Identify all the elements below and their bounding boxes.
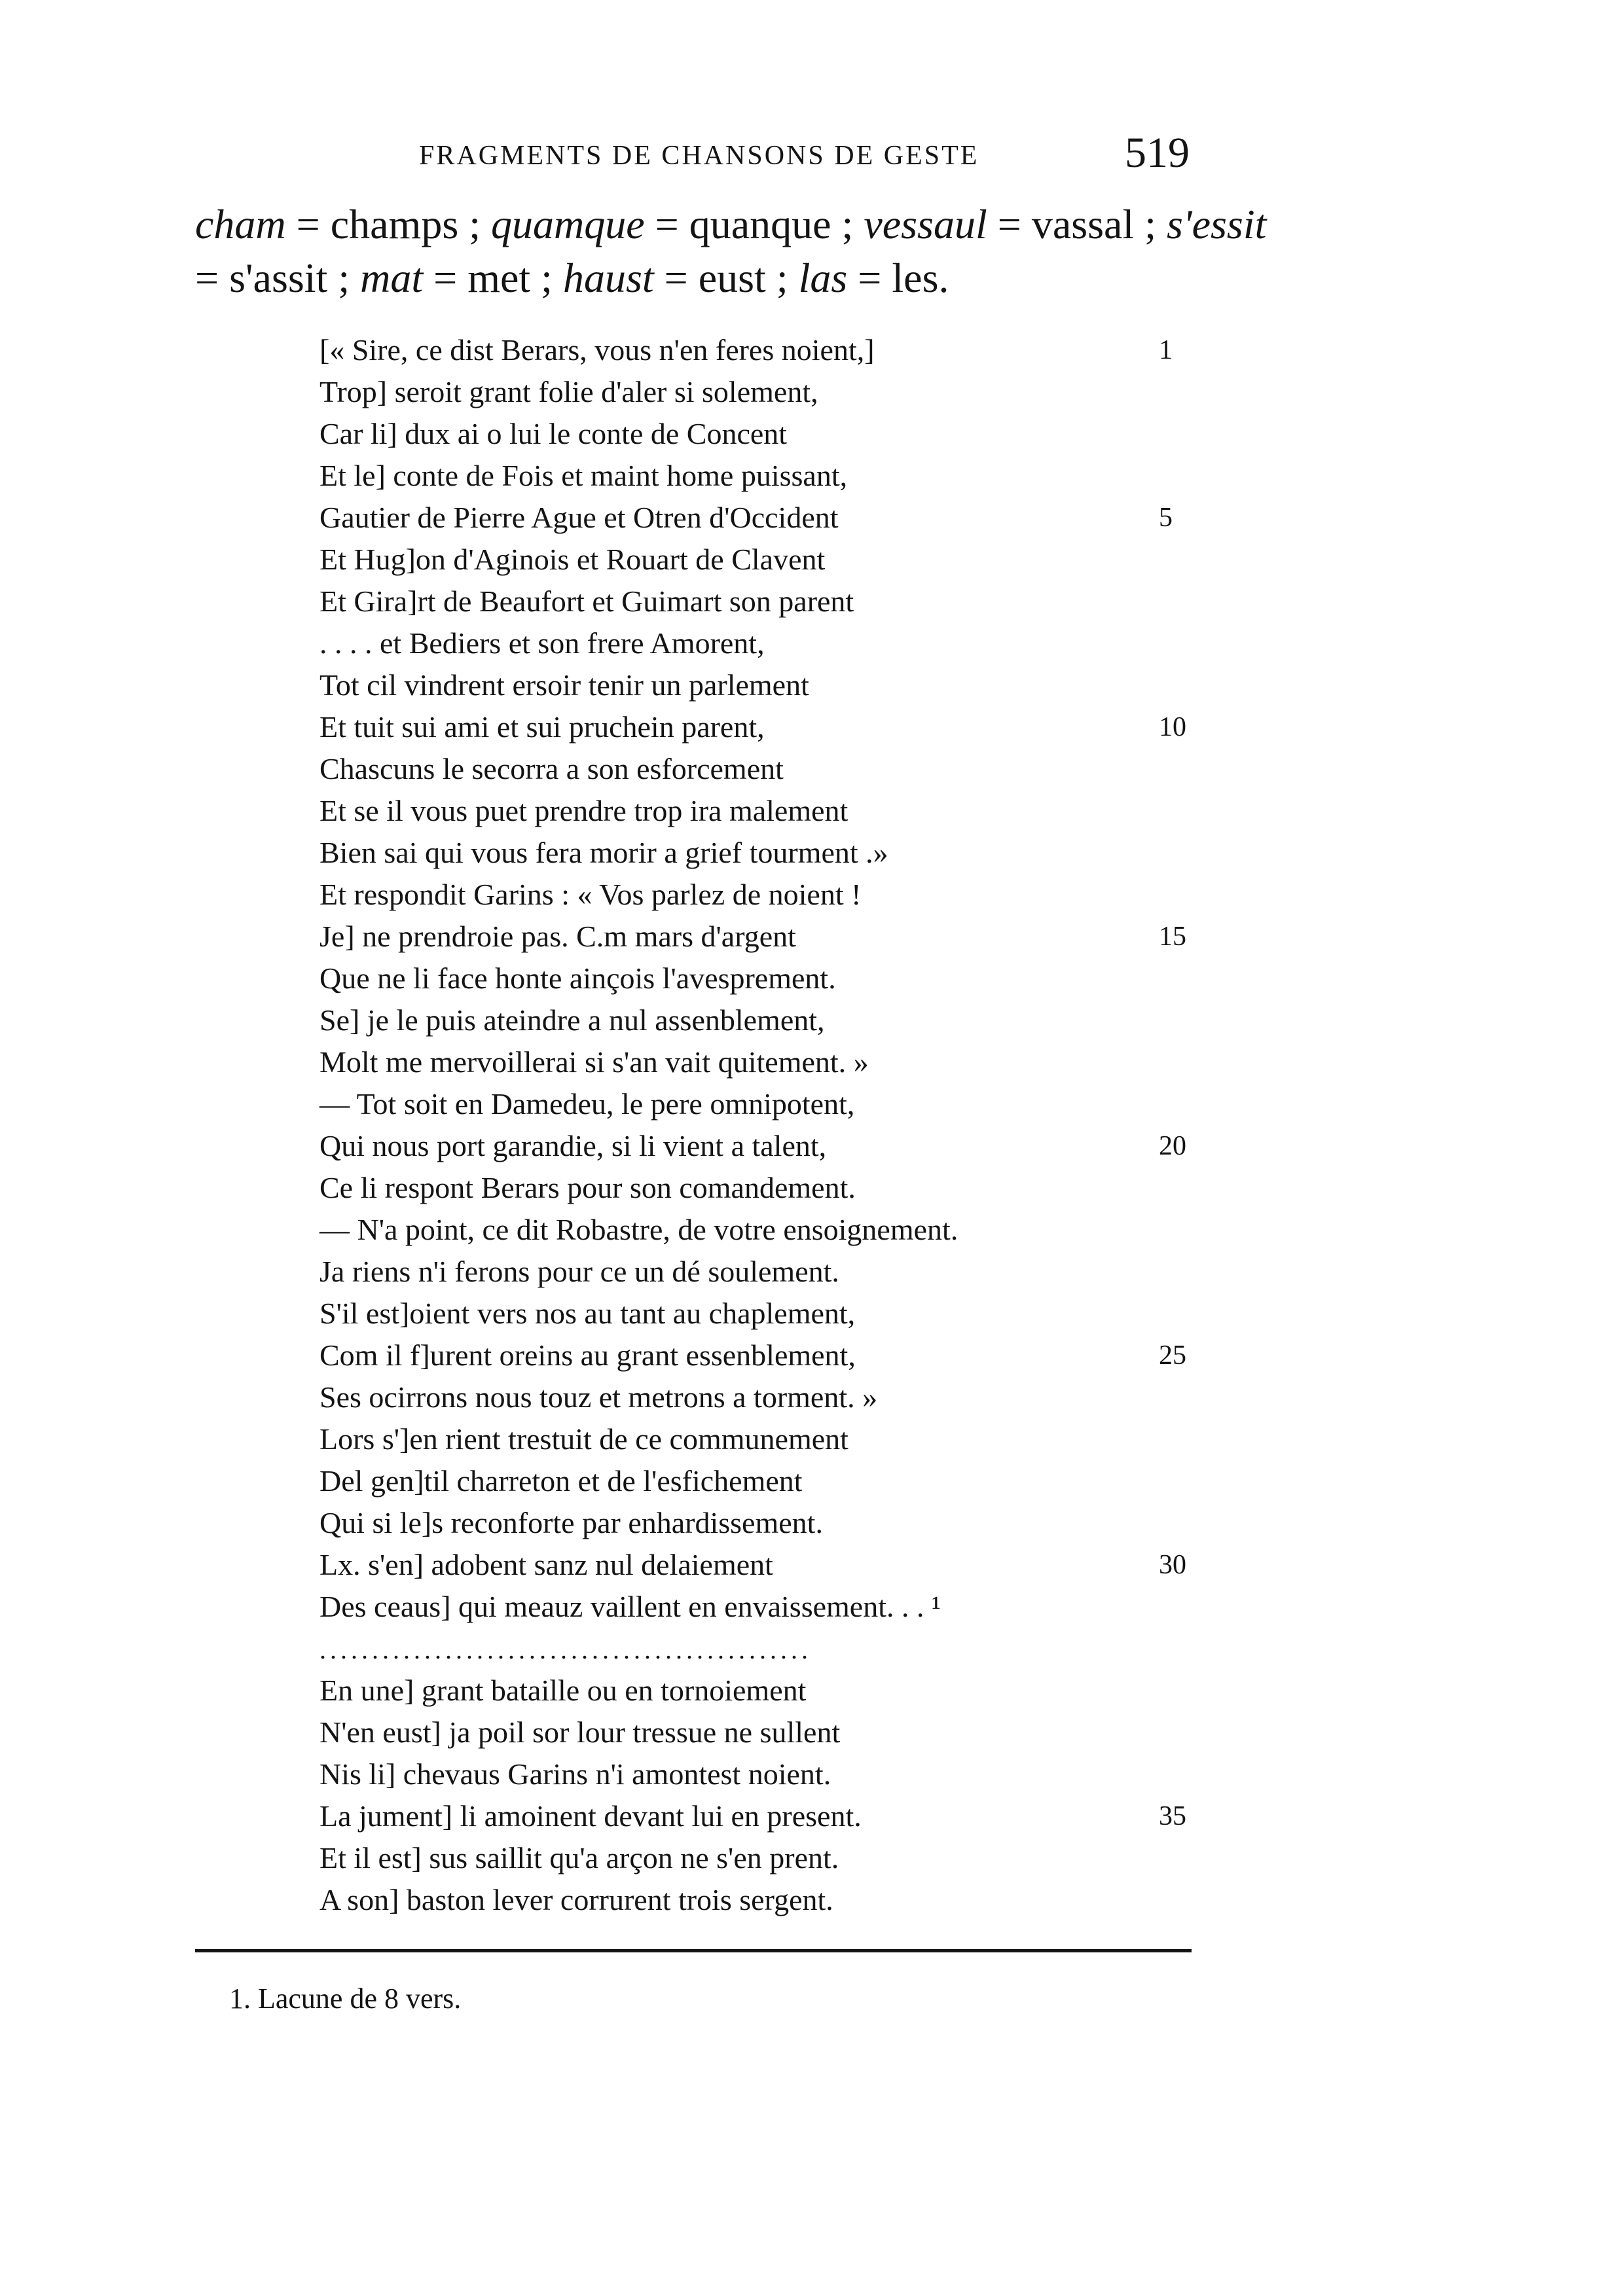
line-number: 5 — [1159, 503, 1173, 533]
glossary-term: haust — [562, 255, 654, 301]
glossary-equivalent: = met ; — [423, 255, 563, 301]
footnote-rule — [195, 1949, 1192, 1952]
verse-line — [319, 1837, 1197, 1879]
verse-line — [319, 539, 1197, 581]
verse-text: Lx. s'en] adobent sanz nul delaiement — [319, 1548, 773, 1581]
verse-line — [319, 832, 1197, 874]
glossary — [195, 198, 1267, 305]
verse-line — [319, 1125, 1197, 1167]
verse-line — [319, 874, 1197, 916]
verse-text: Molt me mervoillerai si s'an vait quitement. » — [319, 1045, 869, 1079]
verse-text: Se] je le puis ateindre a nul assenblement, — [319, 1003, 825, 1037]
verse-line — [319, 1544, 1197, 1586]
glossary-line-1 — [195, 198, 1267, 251]
glossary-term: vessaul — [864, 201, 987, 247]
verse-text: Je] ne prendroie pas. C.m mars d'argent — [319, 920, 796, 953]
verse-text: Qui nous port garandie, si li vient a talent, — [319, 1129, 827, 1162]
verse-text: ............................................... — [319, 1635, 812, 1664]
glossary-line-2 — [195, 251, 1230, 305]
verse-line — [319, 1586, 1197, 1628]
glossary-term: cham — [195, 201, 286, 247]
verse-text: Ce li respont Berars pour son comandement. — [319, 1171, 856, 1204]
verse-text: Tot cil vindrent ersoir tenir un parlement — [319, 668, 809, 702]
verse-line — [319, 1376, 1197, 1418]
verse-text: N'en eust] ja poil sor lour tressue ne sullent — [319, 1715, 841, 1749]
verse-line — [319, 1083, 1197, 1125]
verse-line — [319, 706, 1197, 748]
glossary-equivalent: = les. — [847, 255, 949, 301]
verse-line — [319, 1209, 1197, 1251]
verse-line — [319, 1167, 1197, 1209]
line-number: 35 — [1159, 1801, 1186, 1831]
verse-line — [319, 1251, 1197, 1293]
verse-text: Que ne li face honte ainçois l'avesprement. — [319, 961, 836, 995]
line-number: 25 — [1159, 1340, 1186, 1371]
verse-text: Qui si le]s reconforte par enhardissement. — [319, 1506, 823, 1539]
verse-line — [319, 371, 1197, 413]
footnote: 1. Lacune de 8 vers. — [229, 1982, 462, 2015]
verse-text: Et Gira]rt de Beaufort et Guimart son parent — [319, 584, 854, 618]
verse-line — [319, 1879, 1197, 1921]
verse-text: Chascuns le secorra a son esforcement — [319, 752, 784, 785]
line-number: 30 — [1159, 1550, 1186, 1580]
glossary-equivalent: = s'assit ; — [195, 255, 361, 301]
verse-text: Nis li] chevaus Garins n'i amontest noient. — [319, 1757, 831, 1791]
verse-line — [319, 1418, 1197, 1460]
verse-line — [319, 958, 1197, 999]
verse-line — [319, 497, 1197, 539]
verse-text: Des ceaus] qui meauz vaillent en envaissement. . . ¹ — [319, 1590, 941, 1623]
verse-block — [319, 329, 1197, 1921]
verse-text: Gautier de Pierre Ague et Otren d'Occident — [319, 501, 839, 534]
lacuna-dots — [319, 1628, 1197, 1670]
glossary-term: quamque — [491, 201, 645, 247]
verse-text: Ses ocirrons nous touz et metrons a torment. » — [319, 1380, 878, 1414]
verse-text: Com il f]urent oreins au grant essenblement, — [319, 1338, 856, 1372]
line-number: 10 — [1159, 712, 1186, 742]
verse-text: — Tot soit en Damedeu, le pere omnipotent, — [319, 1087, 855, 1121]
verse-line — [319, 1041, 1197, 1083]
running-title: FRAGMENTS DE CHANSONS DE GESTE — [419, 141, 979, 171]
page-number: 519 — [1125, 129, 1190, 177]
verse-line — [319, 1460, 1197, 1502]
verse-text: Et il est] sus saillit qu'a arçon ne s'en prent. — [319, 1841, 839, 1874]
verse-text: Lors s']en rient trestuit de ce communement — [319, 1422, 848, 1456]
verse-text: — N'a point, ce dit Robastre, de votre ensoignement. — [319, 1213, 958, 1246]
verse-text: La jument] li amoinent devant lui en present. — [319, 1799, 862, 1833]
verse-text: A son] baston lever corrurent trois sergent. — [319, 1883, 833, 1916]
verse-text: [« Sire, ce dist Berars, vous n'en feres noient,] — [319, 333, 875, 367]
verse-line — [319, 329, 1197, 371]
glossary-equivalent: = quanque ; — [644, 201, 864, 247]
verse-text: Del gen]til charreton et de l'esfichement — [319, 1464, 803, 1498]
line-number: 20 — [1159, 1131, 1186, 1161]
glossary-equivalent: = eust ; — [653, 255, 799, 301]
verse-text: Et Hug]on d'Aginois et Rouart de Clavent — [319, 543, 826, 576]
line-number: 1 — [1159, 335, 1173, 365]
verse-text: Trop] seroit grant folie d'aler si solement, — [319, 375, 818, 408]
verse-line — [319, 916, 1197, 958]
verse-line — [319, 1753, 1197, 1795]
verse-line — [319, 1293, 1197, 1335]
verse-line — [319, 664, 1197, 706]
verse-line — [319, 622, 1197, 664]
line-number: 15 — [1159, 922, 1186, 952]
glossary-term: las — [798, 255, 848, 301]
verse-line — [319, 1712, 1197, 1753]
glossary-term: s'essit — [1167, 201, 1267, 247]
verse-line — [319, 1670, 1197, 1712]
verse-text: Ja riens n'i ferons pour ce un dé soulement. — [319, 1255, 839, 1288]
verse-text: Bien sai qui vous fera morir a grief tourment .» — [319, 836, 888, 869]
verse-text: S'il est]oient vers nos au tant au chaplement, — [319, 1297, 856, 1330]
verse-text: Et tuit sui ami et sui pruchein parent, — [319, 710, 765, 744]
verse-line — [319, 1795, 1197, 1837]
verse-text: . . . . et Bediers et son frere Amorent, — [319, 626, 765, 660]
verse-line — [319, 748, 1197, 790]
verse-text: Et se il vous puet prendre trop ira malement — [319, 794, 848, 827]
verse-line — [319, 999, 1197, 1041]
verse-text: En une] grant bataille ou en tornoiement — [319, 1674, 807, 1707]
verse-text: Car li] dux ai o lui le conte de Concent — [319, 417, 788, 450]
verse-line — [319, 455, 1197, 497]
verse-line — [319, 1335, 1197, 1376]
verse-line — [319, 1502, 1197, 1544]
verse-line — [319, 790, 1197, 832]
verse-text: Et respondit Garins : « Vos parlez de noient ! — [319, 878, 862, 911]
verse-text: Et le] conte de Fois et maint home puissant, — [319, 459, 848, 492]
glossary-equivalent: = champs ; — [285, 201, 491, 247]
glossary-equivalent: = vassal ; — [987, 201, 1167, 247]
glossary-term: mat — [360, 255, 424, 301]
verse-line — [319, 581, 1197, 622]
verse-line — [319, 413, 1197, 455]
